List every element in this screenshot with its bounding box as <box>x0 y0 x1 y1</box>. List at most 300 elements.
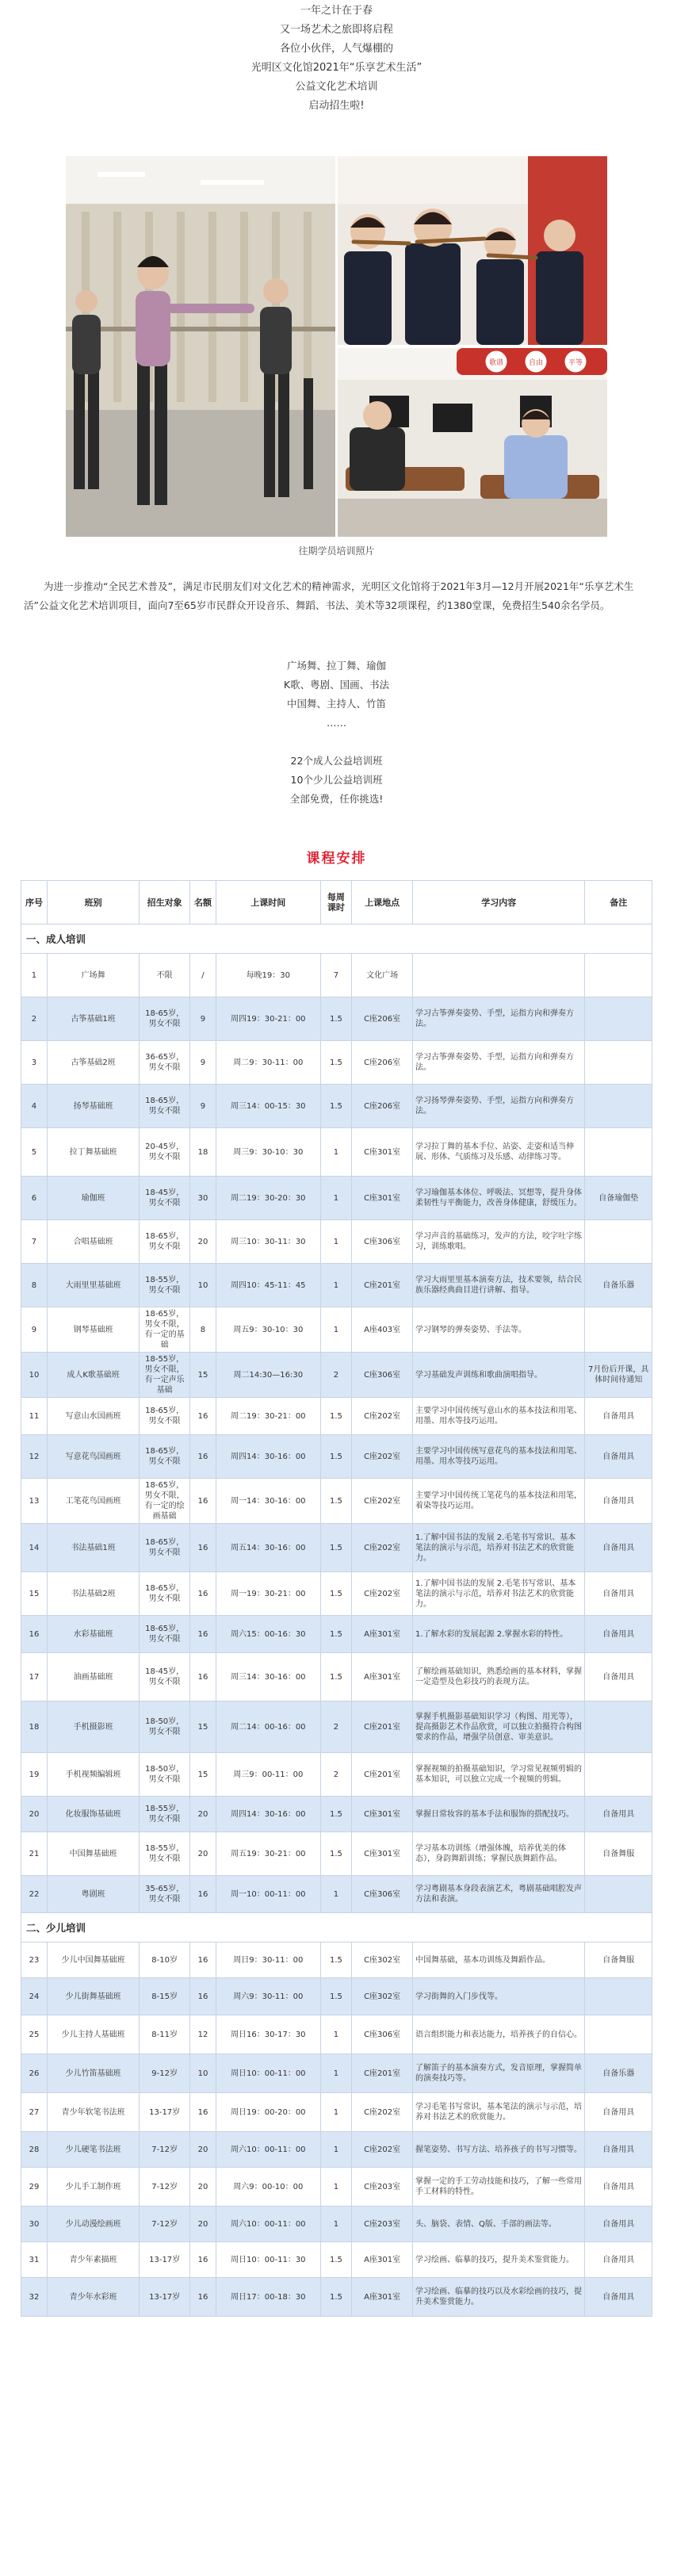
table-row <box>21 1572 652 1616</box>
cell-note: 自备用具 <box>585 1398 652 1435</box>
cell-location: C座306室 <box>352 1353 413 1398</box>
header-cell: 每周课时 <box>320 881 352 924</box>
table-row <box>21 1797 652 1832</box>
cell-quota: 16 <box>189 1435 216 1479</box>
cell-quota: 20 <box>189 2132 216 2168</box>
cell-location: C座202室 <box>352 2093 413 2132</box>
table-row <box>21 1353 652 1398</box>
photo-collage <box>66 156 607 537</box>
cell-time: 周五9：30-10：30 <box>216 1307 320 1353</box>
cell-note <box>585 1701 652 1753</box>
cell-hours: 1.5 <box>320 1572 352 1616</box>
cell-time: 周四19：30-21：00 <box>216 997 320 1041</box>
table-row <box>21 954 652 997</box>
intro-line: 公益文化艺术培训 <box>295 81 378 93</box>
cell-hours: 2 <box>320 1353 352 1398</box>
cell-time: 周日19：00-20：00 <box>216 2093 320 2132</box>
cell-note <box>585 1753 652 1797</box>
cell-content: 学习粤剧基本身段表演艺术，粤剧基础唱腔发声方法和表演。 <box>413 1876 585 1913</box>
cell-quota: 16 <box>189 2093 216 2132</box>
cell-note: 自备用具 <box>585 1653 652 1701</box>
cell-class: 书法基础1班 <box>47 1524 139 1572</box>
table-row <box>21 1435 652 1479</box>
cell-location: C座301室 <box>352 1797 413 1832</box>
cell-seq: 13 <box>21 1479 48 1524</box>
cell-location: C座306室 <box>352 1876 413 1913</box>
cell-time: 周二19：30-21：00 <box>216 1398 320 1435</box>
table-row <box>21 1085 652 1128</box>
cell-time: 周三9：00-11：00 <box>216 1753 320 1797</box>
cell-hours: 1.5 <box>320 2278 352 2317</box>
table-header-row <box>21 881 652 924</box>
cell-note: 自备用具 <box>585 1524 652 1572</box>
cell-seq: 19 <box>21 1753 48 1797</box>
cell-class: 书法基础2班 <box>47 1572 139 1616</box>
header-cell: 学习内容 <box>413 881 585 924</box>
cell-quota: / <box>189 954 216 997</box>
cell-quota: 20 <box>189 2207 216 2242</box>
cell-note: 7月份后开课，具体时间待通知 <box>585 1353 652 1398</box>
cell-quota: 16 <box>189 1572 216 1616</box>
cell-content: 中国舞基础，基本功训练及舞蹈作品。 <box>413 1943 585 1978</box>
cell-quota: 8 <box>189 1307 216 1353</box>
cell-quota: 20 <box>189 1797 216 1832</box>
cell-seq: 32 <box>21 2278 48 2317</box>
table-row <box>21 2242 652 2278</box>
course-highlights <box>0 656 673 809</box>
cell-target: 18-65岁，男女不限，有一定的基础 <box>140 1307 190 1353</box>
cell-time: 周二14:30—16:30 <box>216 1353 320 1398</box>
cell-target: 18-65岁，男女不限 <box>140 1085 190 1128</box>
cell-location: C座206室 <box>352 1041 413 1085</box>
cell-seq: 25 <box>21 2015 48 2054</box>
cell-hours: 7 <box>320 954 352 997</box>
cell-location: C座301室 <box>352 1177 413 1220</box>
cell-content: 学习扬琴弹奏姿势、手型，运指方向和弹奏方法。 <box>413 1085 585 1128</box>
cell-time: 周六9：00-10：00 <box>216 2168 320 2207</box>
cell-content: 学习声音的基础练习，发声的方法，咬字吐字练习，训练歌唱。 <box>413 1220 585 1264</box>
cell-quota: 12 <box>189 2015 216 2054</box>
cell-class: 写意山水国画班 <box>47 1398 139 1435</box>
cell-hours: 1.5 <box>320 1653 352 1701</box>
cell-seq: 24 <box>21 1978 48 2015</box>
cell-seq: 2 <box>21 997 48 1041</box>
cell-hours: 1.5 <box>320 1616 352 1653</box>
cell-location: C座201室 <box>352 1753 413 1797</box>
cell-target: 13-17岁 <box>140 2242 190 2278</box>
cell-note: 自备用具 <box>585 1572 652 1616</box>
cell-note <box>585 1876 652 1913</box>
cell-class: 青少年软笔书法班 <box>47 2093 139 2132</box>
cell-target: 8-15岁 <box>140 1978 190 2015</box>
intro-paragraph: 为进一步推动“全民艺术普及”，满足市民朋友们对文化艺术的精神需求，光明区文化馆将于2021年3月—12月开展2021年“乐享艺术生活”公益文化艺术培训项目，面向7至65岁市民群众开设音乐、舞蹈、书法、美术等32项课程，约1380堂课，免费招生540余名学员。 <box>24 580 634 611</box>
cell-class: 少儿中国舞基础班 <box>47 1943 139 1978</box>
cell-target: 18-45岁，男女不限 <box>140 1653 190 1701</box>
intro-line: 光明区文化馆2021年“乐享艺术生活” <box>250 62 423 74</box>
cell-quota: 10 <box>189 2054 216 2093</box>
cell-location: A座403室 <box>352 1307 413 1353</box>
cell-location: C座306室 <box>352 2015 413 2054</box>
table-row <box>21 1832 652 1876</box>
cell-content: 学习绘画、临摹的技巧，提升美术鉴赏能力。 <box>413 2242 585 2278</box>
cell-seq: 29 <box>21 2168 48 2207</box>
cell-target: 8-10岁 <box>140 1943 190 1978</box>
cell-note <box>585 1041 652 1085</box>
cell-target: 18-65岁，男女不限 <box>140 1435 190 1479</box>
cell-time: 周四14：30-16：00 <box>216 1797 320 1832</box>
intro-line: 各位小伙伴，人气爆棚的 <box>279 43 393 55</box>
cell-time: 周日10：00-11：00 <box>216 2054 320 2093</box>
cell-note: 自备乐器 <box>585 2054 652 2093</box>
table-row <box>21 1978 652 2015</box>
cell-note: 自备用具 <box>585 2132 652 2168</box>
table-row <box>21 1616 652 1653</box>
cell-note: 自备舞服 <box>585 1832 652 1876</box>
cell-seq: 3 <box>21 1041 48 1085</box>
cell-note: 自备用具 <box>585 1435 652 1479</box>
table-row <box>21 2093 652 2132</box>
cell-class: 拉丁舞基础班 <box>47 1128 139 1177</box>
photo-label: 平等 <box>568 359 583 367</box>
cell-note <box>585 1978 652 2015</box>
cell-time: 周一14：30-16：00 <box>216 1479 320 1524</box>
cell-seq: 23 <box>21 1943 48 1978</box>
cell-note <box>585 1307 652 1353</box>
cell-location: C座202室 <box>352 1572 413 1616</box>
cell-location: C座202室 <box>352 1398 413 1435</box>
cell-quota: 15 <box>189 1353 216 1398</box>
cell-time: 周三9：30-10：30 <box>216 1128 320 1177</box>
cell-class: 少儿街舞基础班 <box>47 1978 139 2015</box>
cell-target: 18-55岁，男女不限 <box>140 1264 190 1307</box>
cell-note: 自备瑜伽垫 <box>585 1177 652 1220</box>
cell-quota: 16 <box>189 1524 216 1572</box>
cell-content: 头、脑袋、表情、Q版、手部的画法等。 <box>413 2207 585 2242</box>
cell-target: 9-12岁 <box>140 2054 190 2093</box>
cell-hours: 2 <box>320 1753 352 1797</box>
cell-hours: 2 <box>320 1701 352 1753</box>
cell-quota: 20 <box>189 2168 216 2207</box>
cell-note <box>585 2015 652 2054</box>
cell-content: 学习古筝弹奏姿势、手型，运指方向和弹奏方法。 <box>413 997 585 1041</box>
cell-location: C座201室 <box>352 1264 413 1307</box>
table-row <box>21 1041 652 1085</box>
cell-hours: 1 <box>320 1128 352 1177</box>
table-row <box>21 1701 652 1753</box>
cell-location: C座202室 <box>352 1479 413 1524</box>
cell-class: 手机视频编辑班 <box>47 1753 139 1797</box>
cell-quota: 18 <box>189 1128 216 1177</box>
intro-line: 又一场艺术之旅即将启程 <box>279 24 393 36</box>
cell-note: 自备舞服 <box>585 1943 652 1978</box>
course-line: 中国舞、主持人、竹笛 <box>286 698 386 710</box>
cell-hours: 1.5 <box>320 1041 352 1085</box>
cell-class: 古筝基础2班 <box>47 1041 139 1085</box>
header-cell: 招生对象 <box>140 881 190 924</box>
cell-content: 学习绘画、临摹的技巧以及水彩绘画的技巧，提升美术鉴赏能力。 <box>413 2278 585 2317</box>
cell-time: 周六10：00-11：00 <box>216 2207 320 2242</box>
cell-target: 7-12岁 <box>140 2132 190 2168</box>
cell-time: 周三10：30-11：30 <box>216 1220 320 1264</box>
table-row <box>21 997 652 1041</box>
cell-class: 合唱基础班 <box>47 1220 139 1264</box>
photo-caption: 往期学员培训照片 <box>298 545 375 557</box>
cell-hours: 1 <box>320 2054 352 2093</box>
cell-time: 周日9：30-11：00 <box>216 1943 320 1978</box>
intro-line: 启动招生啦! <box>308 100 365 112</box>
cell-content: 了解笛子的基本演奏方式，发音原理，掌握简单的演奏技巧等。 <box>413 2054 585 2093</box>
cell-target: 18-50岁，男女不限 <box>140 1701 190 1753</box>
cell-class: 粤剧班 <box>47 1876 139 1913</box>
cell-location: C座301室 <box>352 1832 413 1876</box>
cell-content: 主要学习中国传统写意花鸟的基本技法和用笔、用墨、用水等技巧运用。 <box>413 1435 585 1479</box>
cell-note <box>585 1085 652 1128</box>
cell-time: 周二14：00-16：00 <box>216 1701 320 1753</box>
cell-hours: 1.5 <box>320 1085 352 1128</box>
cell-target: 7-12岁 <box>140 2207 190 2242</box>
table-title: 课程安排 <box>306 851 367 867</box>
cell-seq: 16 <box>21 1616 48 1653</box>
header-cell: 班别 <box>47 881 139 924</box>
cell-content: 1.了解中国书法的发展 2.毛笔书写常识、基本笔法的演示与示范，培养对书法艺术的欣赏能力。 <box>413 1524 585 1572</box>
cell-content: 掌握一定的手工劳动技能和技巧，了解一些常用手工材料的特性。 <box>413 2168 585 2207</box>
cell-target: 13-17岁 <box>140 2093 190 2132</box>
cell-class: 广场舞 <box>47 954 139 997</box>
cell-target: 18-65岁，男女不限，有一定的绘画基础 <box>140 1479 190 1524</box>
cell-quota: 15 <box>189 1753 216 1797</box>
table-row <box>21 1653 652 1701</box>
intro-block <box>0 0 673 116</box>
cell-seq: 28 <box>21 2132 48 2168</box>
cell-class: 成人K歌基础班 <box>47 1353 139 1398</box>
cell-quota: 16 <box>189 2242 216 2278</box>
table-row <box>21 1264 652 1307</box>
cell-class: 古筝基础1班 <box>47 997 139 1041</box>
cell-hours: 1.5 <box>320 1524 352 1572</box>
cell-class: 青少年素描班 <box>47 2242 139 2278</box>
cell-quota: 16 <box>189 1616 216 1653</box>
cell-content: 学习街舞的入门步伐等。 <box>413 1978 585 2015</box>
header-cell: 序号 <box>21 881 48 924</box>
section-title: 一、成人培训 <box>21 924 652 954</box>
table-row <box>21 2132 652 2168</box>
photo-label: 自由 <box>528 359 544 367</box>
cell-target: 18-55岁，男女不限，有一定声乐基础 <box>140 1353 190 1398</box>
header-cell: 备注 <box>585 881 652 924</box>
cell-time: 周一19：30-21：00 <box>216 1572 320 1616</box>
cell-time: 周三14：30-16：00 <box>216 1653 320 1701</box>
table-row <box>21 1524 652 1572</box>
cell-seq: 7 <box>21 1220 48 1264</box>
cell-class: 手机摄影班 <box>47 1701 139 1753</box>
cell-seq: 18 <box>21 1701 48 1753</box>
cell-time: 周四14：30-16：00 <box>216 1435 320 1479</box>
cell-class: 中国舞基础班 <box>47 1832 139 1876</box>
course-line: 22个成人公益培训班 <box>290 755 383 767</box>
cell-content: 学习钢琴的弹奏姿势、手法等。 <box>413 1307 585 1353</box>
cell-time: 周日10：00-11：30 <box>216 2242 320 2278</box>
cell-hours: 1 <box>320 2207 352 2242</box>
flute-class-photo <box>338 156 607 345</box>
cell-seq: 10 <box>21 1353 48 1398</box>
table-row <box>21 1943 652 1978</box>
cell-quota: 10 <box>189 1264 216 1307</box>
photo-label: 歌谱 <box>488 359 504 367</box>
cell-seq: 8 <box>21 1264 48 1307</box>
cell-time: 周日17：00-18：30 <box>216 2278 320 2317</box>
header-cell: 上课地点 <box>352 881 413 924</box>
header-cell: 上课时间 <box>216 881 320 924</box>
course-line: 广场舞、拉丁舞、瑜伽 <box>286 660 386 672</box>
cell-seq: 15 <box>21 1572 48 1616</box>
cell-location: C座201室 <box>352 2054 413 2093</box>
cell-seq: 4 <box>21 1085 48 1128</box>
cell-content: 学习古筝弹奏姿势、手型，运指方向和弹奏方法。 <box>413 1041 585 1085</box>
cell-hours: 1 <box>320 2015 352 2054</box>
cell-target: 18-65岁，男女不限 <box>140 1524 190 1572</box>
cell-note: 自备用具 <box>585 2242 652 2278</box>
table-row <box>21 2278 652 2317</box>
cell-seq: 20 <box>21 1797 48 1832</box>
cell-seq: 31 <box>21 2242 48 2278</box>
cell-content: 主要学习中国传统工笔花鸟的基本技法和用笔，着染等技巧运用。 <box>413 1479 585 1524</box>
cell-seq: 30 <box>21 2207 48 2242</box>
cell-location: A座301室 <box>352 2242 413 2278</box>
cell-hours: 1.5 <box>320 1435 352 1479</box>
cell-location: C座201室 <box>352 1701 413 1753</box>
cell-quota: 20 <box>189 1832 216 1876</box>
cell-note: 自备用具 <box>585 2207 652 2242</box>
cell-seq: 6 <box>21 1177 48 1220</box>
table-row <box>21 1876 652 1913</box>
cell-quota: 9 <box>189 997 216 1041</box>
cell-class: 工笔花鸟国画班 <box>47 1479 139 1524</box>
cell-content: 掌握手机摄影基础知识学习（构图、用光等），提高摄影艺术作品欣赏，可以独立拍摄符合构图要求的作品，增强学员创意、审美意识。 <box>413 1701 585 1753</box>
course-line: K歌、粤剧、国画、书法 <box>283 679 390 691</box>
cell-target: 18-55岁，男女不限 <box>140 1797 190 1832</box>
cell-target: 18-65岁，男女不限 <box>140 1398 190 1435</box>
cell-note <box>585 954 652 997</box>
cell-target: 35-65岁，男女不限 <box>140 1876 190 1913</box>
cell-content: 学习瑜伽基本体位、呼吸法、冥想等，提升身体柔韧性与平衡能力，改善身体健康，舒缓压力。 <box>413 1177 585 1220</box>
cell-time: 周六10：00-11：00 <box>216 2132 320 2168</box>
cell-hours: 1.5 <box>320 2242 352 2278</box>
cell-content: 学习基本功训练（增强体魄，培养优美的体态），身韵舞蹈训练；掌握民族舞蹈作品。 <box>413 1832 585 1876</box>
cell-location: C座202室 <box>352 1435 413 1479</box>
cell-seq: 21 <box>21 1832 48 1876</box>
cell-seq: 12 <box>21 1435 48 1479</box>
cell-note: 自备用具 <box>585 2093 652 2132</box>
cell-note: 自备用具 <box>585 1479 652 1524</box>
cell-content: 掌握日常妆容的基本手法和服饰的搭配技巧。 <box>413 1797 585 1832</box>
cell-quota: 16 <box>189 1978 216 2015</box>
cell-seq: 27 <box>21 2093 48 2132</box>
cell-note: 自备乐器 <box>585 1264 652 1307</box>
cell-time: 周三14：00-15：30 <box>216 1085 320 1128</box>
cell-quota: 16 <box>189 1398 216 1435</box>
table-row <box>21 1398 652 1435</box>
cell-hours: 1.5 <box>320 1943 352 1978</box>
cell-location: A座301室 <box>352 2278 413 2317</box>
cell-location: A座301室 <box>352 1616 413 1653</box>
cell-time: 周一10：00-11：00 <box>216 1876 320 1913</box>
cell-seq: 5 <box>21 1128 48 1177</box>
cell-target: 不限 <box>140 954 190 997</box>
cell-location: C座203室 <box>352 2207 413 2242</box>
cell-time: 周日16：30-17：30 <box>216 2015 320 2054</box>
cell-target: 18-50岁，男女不限 <box>140 1753 190 1797</box>
cell-content: 学习拉丁舞的基本手位、站姿、走姿和适当伸展、形体、气质练习及乐感、动律练习等。 <box>413 1128 585 1177</box>
cell-class: 少儿手工制作班 <box>47 2168 139 2207</box>
header-cell: 名额 <box>189 881 216 924</box>
cell-note <box>585 997 652 1041</box>
cell-seq: 14 <box>21 1524 48 1572</box>
table-row <box>21 1220 652 1264</box>
cell-hours: 1 <box>320 2132 352 2168</box>
table-row <box>21 1177 652 1220</box>
table-row <box>21 2054 652 2093</box>
cell-target: 7-12岁 <box>140 2168 190 2207</box>
cell-hours: 1.5 <box>320 1479 352 1524</box>
cell-target: 20-45岁，男女不限 <box>140 1128 190 1177</box>
cell-location: C座202室 <box>352 2132 413 2168</box>
course-line: 10个少儿公益培训班 <box>290 774 383 786</box>
section-title: 二、少儿培训 <box>21 1913 652 1943</box>
cell-seq: 17 <box>21 1653 48 1701</box>
cell-hours: 1.5 <box>320 1832 352 1876</box>
cell-quota: 16 <box>189 1943 216 1978</box>
table-row <box>21 1753 652 1797</box>
cell-quota: 16 <box>189 1653 216 1701</box>
cell-content <box>413 954 585 997</box>
cell-class: 瑜伽班 <box>47 1177 139 1220</box>
course-schedule-table <box>21 880 652 2317</box>
cell-quota: 9 <box>189 1041 216 1085</box>
cell-location: C座206室 <box>352 997 413 1041</box>
cell-seq: 9 <box>21 1307 48 1353</box>
cell-class: 大雨里里基础班 <box>47 1264 139 1307</box>
cell-class: 扬琴基础班 <box>47 1085 139 1128</box>
cell-location: 文化广场 <box>352 954 413 997</box>
cell-time: 周二9：30-11：00 <box>216 1041 320 1085</box>
cell-location: C座203室 <box>352 2168 413 2207</box>
cell-seq: 26 <box>21 2054 48 2093</box>
cell-hours: 1 <box>320 1177 352 1220</box>
cell-hours: 1 <box>320 1307 352 1353</box>
cell-content: 了解绘画基础知识，熟悉绘画的基本材料，掌握一定造型及色彩技巧的表现方法。 <box>413 1653 585 1701</box>
cell-target: 18-45岁，男女不限 <box>140 1177 190 1220</box>
cell-target: 18-65岁，男女不限 <box>140 1572 190 1616</box>
guzheng-class-photo <box>338 348 607 537</box>
cell-hours: 1 <box>320 2168 352 2207</box>
cell-target: 18-65岁，男女不限 <box>140 1220 190 1264</box>
cell-target: 36-65岁，男女不限 <box>140 1041 190 1085</box>
cell-quota: 30 <box>189 1177 216 1220</box>
cell-quota: 16 <box>189 2278 216 2317</box>
cell-hours: 1 <box>320 1264 352 1307</box>
cell-content: 学习毛笔书写常识，基本笔法的演示与示范，培养对书法艺术的欣赏能力。 <box>413 2093 585 2132</box>
cell-class: 少儿硬笔书法班 <box>47 2132 139 2168</box>
cell-target: 18-55岁，男女不限 <box>140 1832 190 1876</box>
cell-class: 青少年水彩班 <box>47 2278 139 2317</box>
cell-hours: 1.5 <box>320 1978 352 2015</box>
cell-target: 18-65岁，男女不限 <box>140 997 190 1041</box>
table-row <box>21 1307 652 1353</box>
table-row <box>21 2015 652 2054</box>
table-row <box>21 2207 652 2242</box>
cell-location: C座301室 <box>352 1128 413 1177</box>
cell-hours: 1 <box>320 2093 352 2132</box>
